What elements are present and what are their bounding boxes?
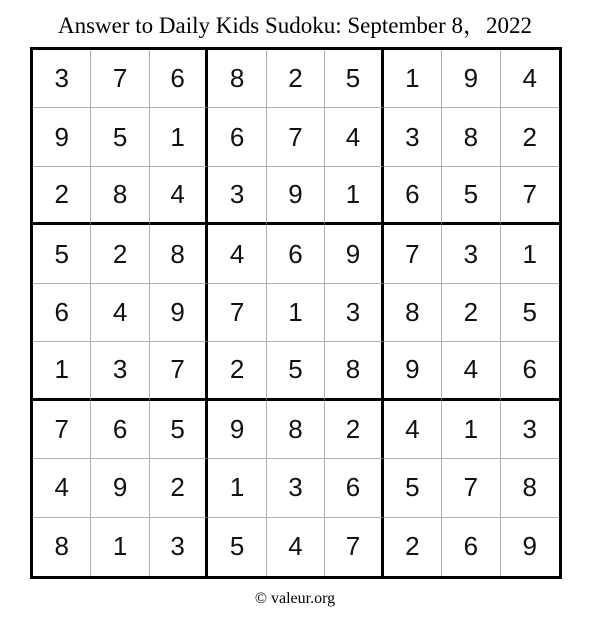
sudoku-cell: 7 xyxy=(442,459,500,517)
sudoku-cell: 1 xyxy=(208,459,266,517)
sudoku-cell: 2 xyxy=(91,225,149,283)
sudoku-cell: 8 xyxy=(501,459,559,517)
sudoku-cell: 8 xyxy=(91,167,149,225)
sudoku-cell: 9 xyxy=(442,50,500,108)
sudoku-cell: 2 xyxy=(150,459,208,517)
sudoku-cell: 4 xyxy=(384,401,442,459)
sudoku-cell: 4 xyxy=(33,459,91,517)
sudoku-cell: 3 xyxy=(91,342,149,400)
sudoku-cell: 3 xyxy=(150,518,208,576)
sudoku-cell: 8 xyxy=(267,401,325,459)
sudoku-cell: 3 xyxy=(325,284,383,342)
sudoku-cell: 4 xyxy=(501,50,559,108)
sudoku-cell: 5 xyxy=(442,167,500,225)
sudoku-cell: 6 xyxy=(325,459,383,517)
sudoku-cell: 1 xyxy=(442,401,500,459)
sudoku-cell: 6 xyxy=(208,108,266,166)
sudoku-cell: 1 xyxy=(267,284,325,342)
sudoku-cell: 5 xyxy=(208,518,266,576)
sudoku-cell: 1 xyxy=(384,50,442,108)
sudoku-cell: 3 xyxy=(501,401,559,459)
sudoku-cell: 3 xyxy=(33,50,91,108)
sudoku-cell: 8 xyxy=(384,284,442,342)
sudoku-cell: 9 xyxy=(522,531,537,562)
sudoku-cell: 8 xyxy=(325,342,383,400)
sudoku-cell: 7 xyxy=(33,401,91,459)
sudoku-cell: 2 xyxy=(501,108,559,166)
sudoku-cell: 6 xyxy=(33,284,91,342)
sudoku-cell: 5 xyxy=(91,108,149,166)
sudoku-cell: 9 xyxy=(325,225,383,283)
sudoku-cell: 4 xyxy=(442,342,500,400)
sudoku-cell: 1 xyxy=(325,167,383,225)
sudoku-cell: 8 xyxy=(208,50,266,108)
sudoku-cell: 2 xyxy=(442,284,500,342)
sudoku-cell: 2 xyxy=(384,518,442,576)
sudoku-cell: 9 xyxy=(384,342,442,400)
sudoku-cell: 5 xyxy=(501,284,559,342)
sudoku-cell: 1 xyxy=(501,225,559,283)
sudoku-cell: 4 xyxy=(267,518,325,576)
copyright-credit: © valeur.org xyxy=(254,590,336,607)
sudoku-cell: 7 xyxy=(208,284,266,342)
sudoku-cell: 7 xyxy=(150,342,208,400)
sudoku-cell: 8 xyxy=(442,108,500,166)
sudoku-cell: 6 xyxy=(442,518,500,576)
sudoku-cell: 5 xyxy=(33,225,91,283)
sudoku-cell: 5 xyxy=(267,342,325,400)
sudoku-cell: 4 xyxy=(208,225,266,283)
sudoku-cell: 9 xyxy=(267,167,325,225)
sudoku-cell: 7 xyxy=(384,225,442,283)
sudoku-cell: 1 xyxy=(150,108,208,166)
page-title: Answer to Daily Kids Sudoku: September 8，2022 xyxy=(57,13,532,38)
sudoku-cell: 4 xyxy=(91,284,149,342)
sudoku-cell: 2 xyxy=(325,401,383,459)
sudoku-cell: 6 xyxy=(91,401,149,459)
sudoku-cell: 7 xyxy=(91,50,149,108)
sudoku-cell: 7 xyxy=(267,108,325,166)
sudoku-cell: 2 xyxy=(33,167,91,225)
sudoku-cell: 7 xyxy=(325,518,383,576)
sudoku-cell: 1 xyxy=(91,518,149,576)
sudoku-cell: 8 xyxy=(33,518,91,576)
sudoku-cell: 9 xyxy=(91,459,149,517)
sudoku-cell: 2 xyxy=(267,50,325,108)
sudoku-cell: 3 xyxy=(384,108,442,166)
sudoku-cell: 1 xyxy=(33,342,91,400)
sudoku-cell: 3 xyxy=(267,459,325,517)
sudoku-cell: 2 xyxy=(208,342,266,400)
sudoku-cell: 6 xyxy=(501,342,559,400)
sudoku-cell: 4 xyxy=(325,108,383,166)
sudoku-cell: 6 xyxy=(267,225,325,283)
sudoku-cell: 5 xyxy=(384,459,442,517)
sudoku-cell: 3 xyxy=(208,167,266,225)
sudoku-cell: 8 xyxy=(150,225,208,283)
sudoku-cell: 4 xyxy=(150,167,208,225)
sudoku-cell: 6 xyxy=(384,167,442,225)
sudoku-cell: 9 xyxy=(150,284,208,342)
sudoku-cell: 9 xyxy=(208,401,266,459)
sudoku-cell: 6 xyxy=(150,50,208,108)
sudoku-cell: 5 xyxy=(150,401,208,459)
sudoku-cell: 3 xyxy=(442,225,500,283)
sudoku-cell: 5 xyxy=(325,50,383,108)
sudoku-cell: 7 xyxy=(501,167,559,225)
sudoku-cell: 9 xyxy=(33,108,91,166)
sudoku-board xyxy=(30,47,562,579)
